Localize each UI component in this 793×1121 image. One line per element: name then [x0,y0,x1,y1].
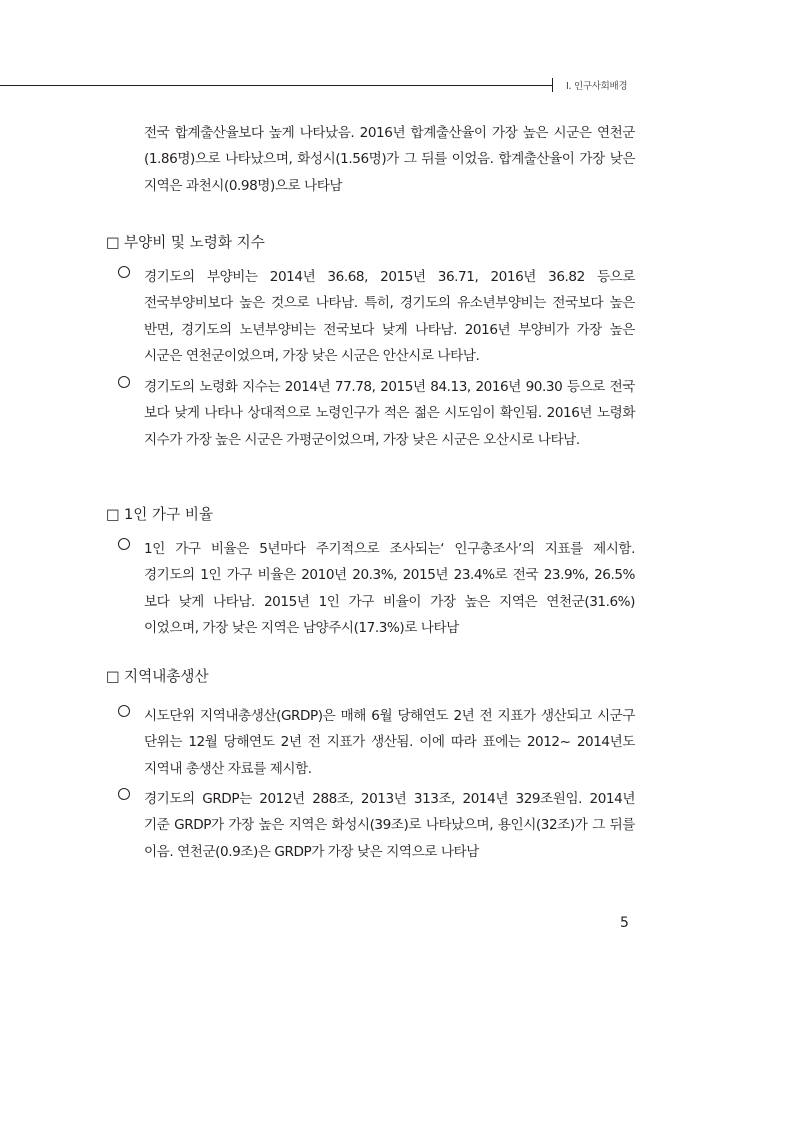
square-bullet-icon: □ [106,668,120,685]
page-number: 5 [620,915,629,931]
list-item-single-household [118,536,638,642]
circle-bullet-icon [118,705,130,717]
list-item-text: 경기도의 노령화 지수는 2014년 77.78, 2015년 84.13, 2016년 90.30 등으로 전국 보다 낮게 나타나 상대적으로 노령인구가 적은 젊은 시도임이 확인됨. 2016년 노령화 지수가 가장 높은 시군은 가평군이었으며, 가장 낮은 시군은 오산시로 나타남. [144,379,635,448]
intro-continuation-paragraph: 전국 합계출산율보다 높게 나타났음. 2016년 합계출산율이 가장 높은 시군은 연천군(1.86명)으로 나타났으며, 화성시(1.56명)가 그 뒤를 이었음. 합계출산율이 가장 낮은 지역은 과천시(0.98명)으로 나타남 [144,125,635,194]
circle-bullet-icon [118,376,130,388]
section-title: 1인 가구 비율 [124,506,214,523]
list-item-text: 경기도의 GRDP는 2012년 288조, 2013년 313조, 2014년 329조원임. 2014년 기준 GRDP가 가장 높은 지역은 화성시(39조)로 나타났으며, 용인시(32조)가 그 뒤를 이음. 연천군(0.9조)은 GRDP가 가장 낮은 지역으로 나타남 [144,791,635,860]
list-item-text: 경기도의 부양비는 2014년 36.68, 2015년 36.71, 2016년 36.82 등으로 전국부양비보다 높은 것으로 나타남. 특히, 경기도의 유소년부양비는 전국보다 높은 반면, 경기도의 노년부양비는 전국보다 낮게 나타남. 2016년 부양비가 가장 높은 시군은 연천군이었으며, 가장 낮은 시군은 안산시로 나타남. [144,269,635,365]
section-title: 부양비 및 노령화 지수 [124,234,265,251]
square-bullet-icon: □ [106,506,120,523]
section-title: 지역내총생산 [124,668,209,685]
list-item-grdp-values [118,786,638,865]
running-header-title: Ⅰ. 인구사회배경 [566,81,628,92]
list-item-aging-index [118,374,638,453]
list-item-text: 1인 가구 비율은 5년마다 주기적으로 조사되는‘ 인구총조사’의 지표를 제시함. 경기도의 1인 가구 비율은 2010년 20.3%, 2015년 23.4%로 전국 23.9%, 26.5%보다 낮게 나타남. 2015년 1인 가구 비율이 가장 높은 지역은 연천군(31.6%)이었으며, 가장 낮은 지역은 남양주시(17.3%)로 나타남 [144,541,635,637]
circle-bullet-icon [118,538,130,550]
list-item-grdp-method [118,703,638,782]
square-bullet-icon: □ [106,234,120,251]
list-item-text: 시도단위 지역내총생산(GRDP)은 매해 6월 당해연도 2년 전 지표가 생산되고 시군구 단위는 12월 당해연도 2년 전 지표가 생산됨. 이에 따라 표에는 2012~ 2014년도 지역내 총생산 자료를 제시함. [144,708,635,777]
header-rule-tick [552,78,553,92]
section-heading-dependency-ratio [106,232,265,254]
circle-bullet-icon [118,788,130,800]
list-item-dependency-ratio [118,264,638,370]
header-rule [0,85,552,86]
section-heading-grdp [106,666,209,688]
circle-bullet-icon [118,266,130,278]
section-heading-single-household [106,504,213,526]
